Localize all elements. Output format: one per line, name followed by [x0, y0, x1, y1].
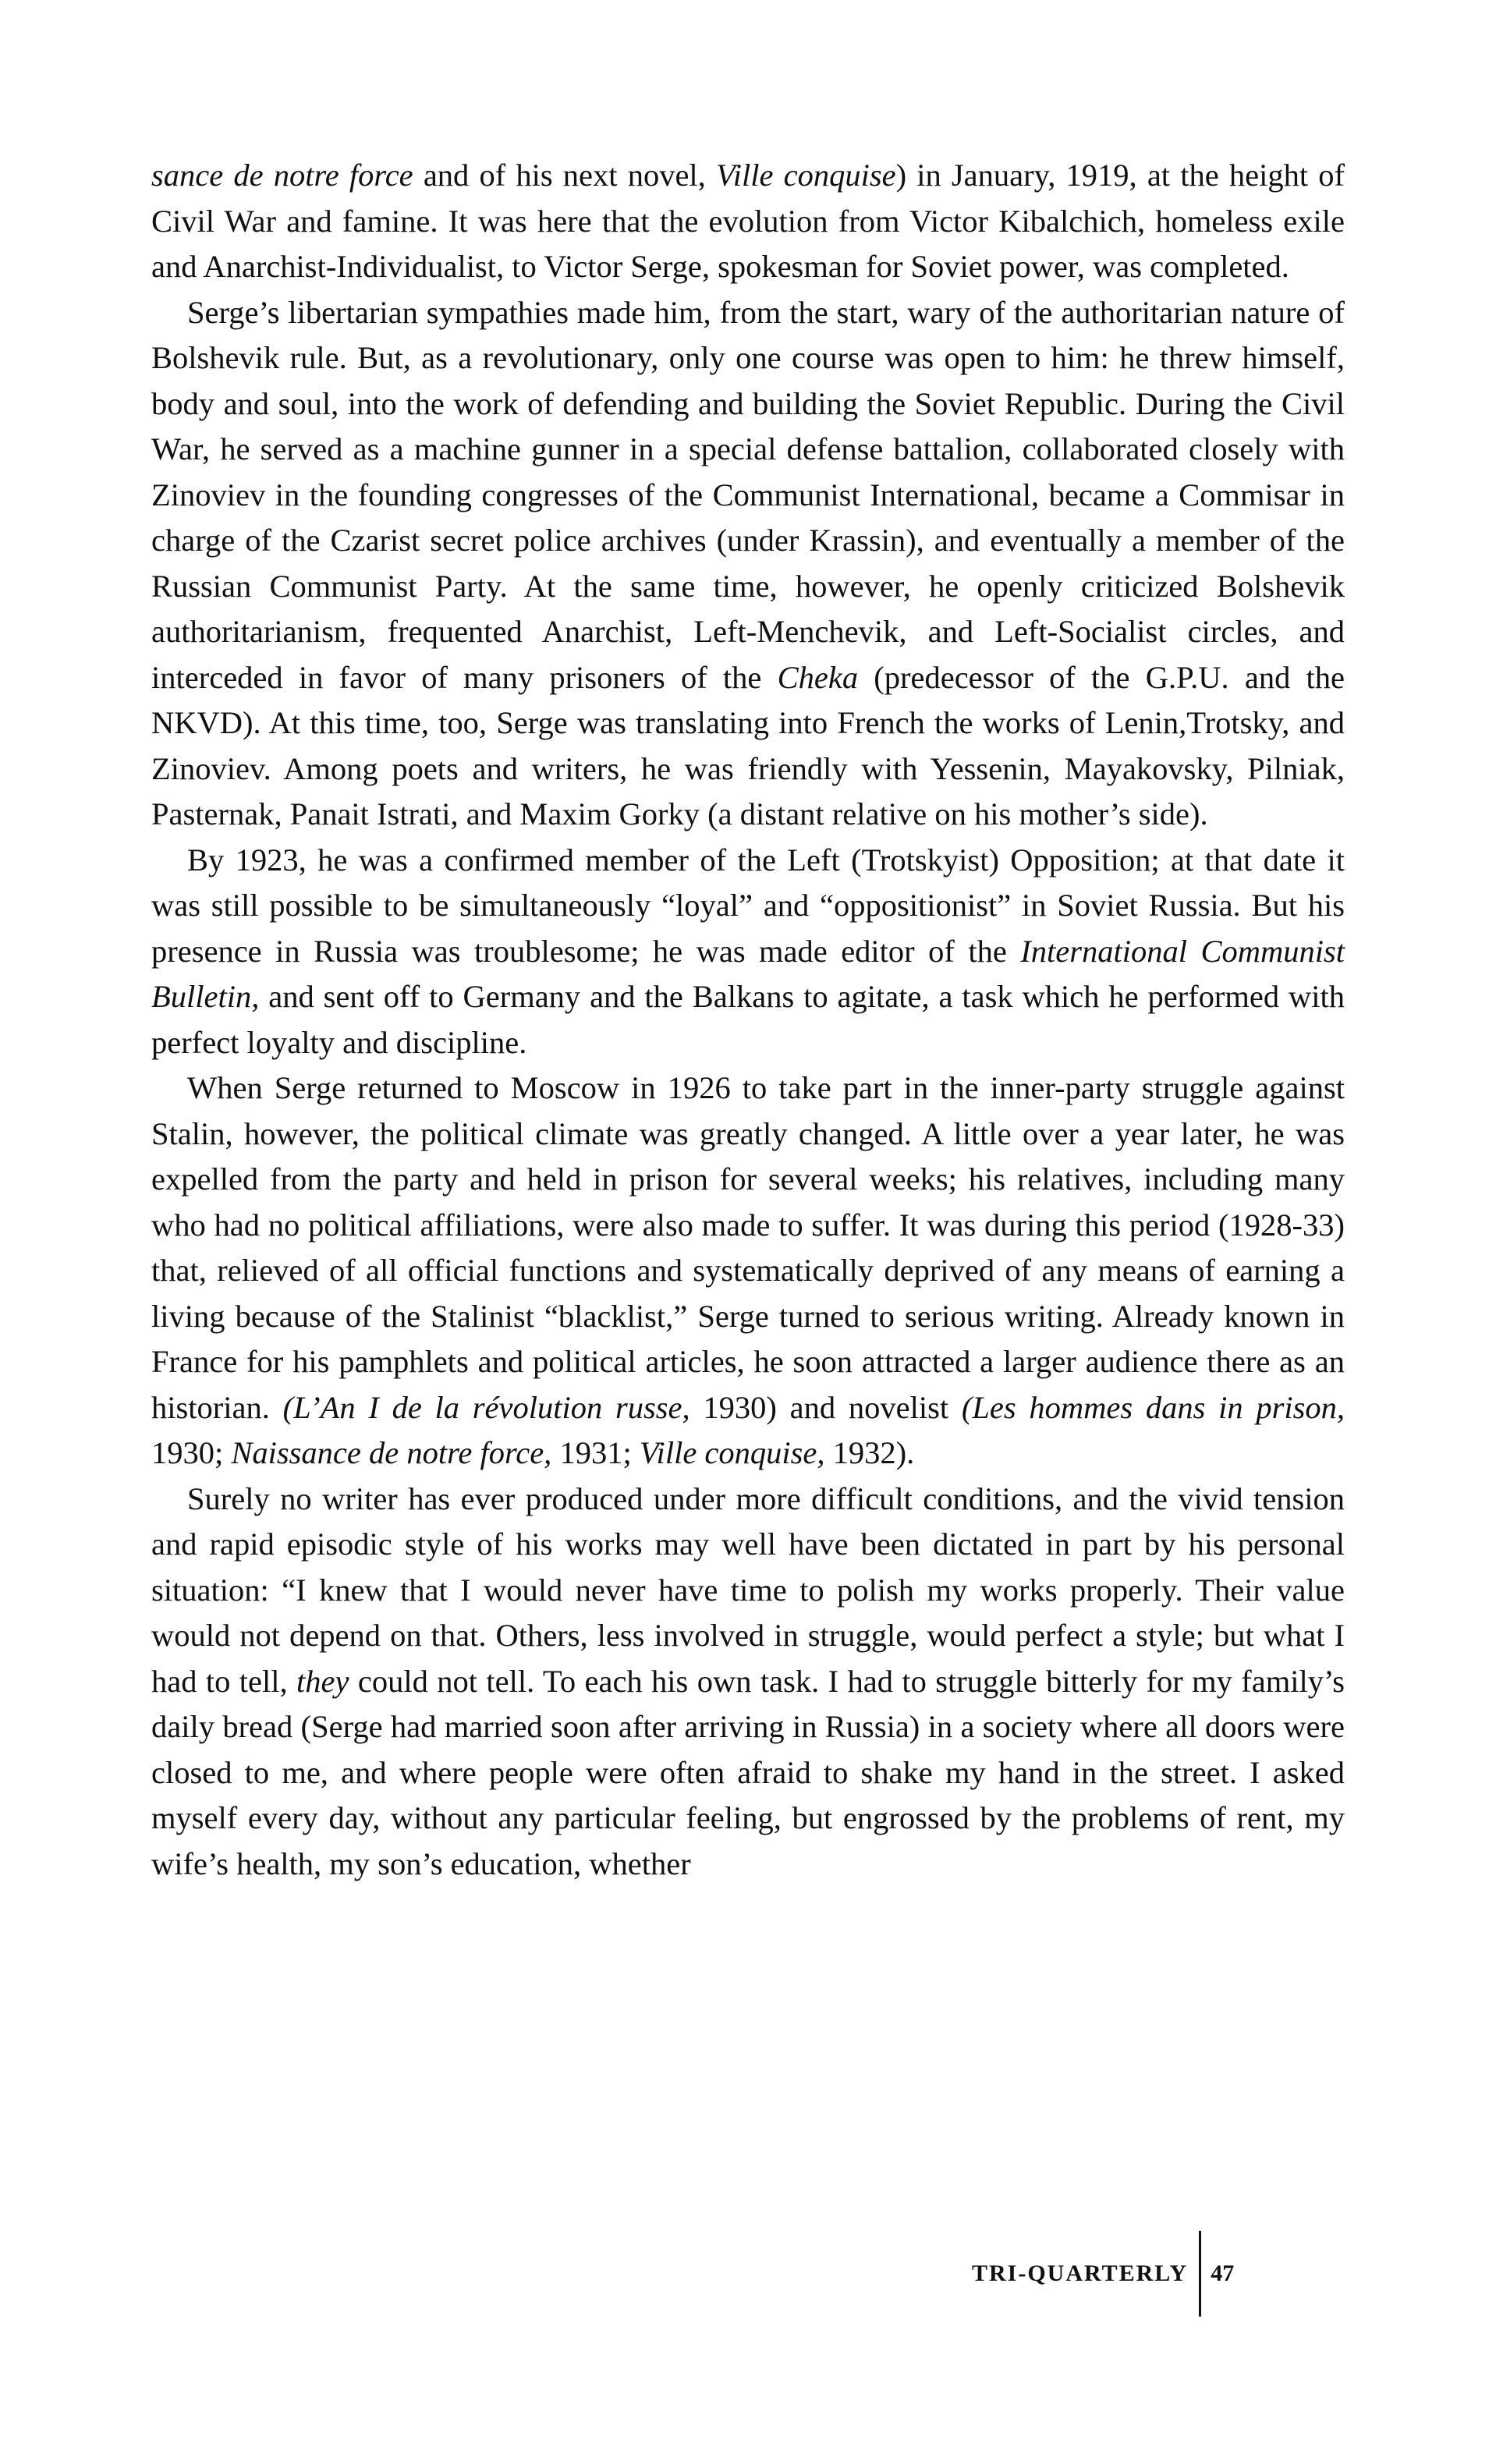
text-run: Ville conquise: [715, 158, 896, 193]
text-run: (predecessor of the G.P.U. and the NKVD). At this time, too, Serge was translating into French the works of Lenin,Trotsky, and Zinoviev. Among poets and writers, he was friendly with Yessenin, Mayakovsky, Pilniak, Pasternak, Panait Istrati, and Maxim Gorky (a distant relative on his mother’s side).: [151, 659, 1345, 831]
text-run: and sent off to Germany and the Balkans to agitate, a task which he performed with perfect loyalty and discipline.: [151, 979, 1345, 1060]
paragraph-1: [151, 153, 1345, 290]
text-run: (Les hommes dans in prison,: [961, 1389, 1345, 1425]
text-run: Ville conquise,: [639, 1435, 825, 1470]
text-run: 1932).: [824, 1435, 915, 1470]
paragraph-2: [151, 290, 1345, 838]
page-body: [151, 153, 1345, 1887]
text-run: and of his next novel,: [413, 158, 716, 193]
paragraph-3: [151, 838, 1345, 1066]
text-run: Serge’s libertarian sympathies made him, from the start, wary of the authoritarian nature of Bolshevik rule. But, as a revolutionary, only one course was open to him: he threw himself, body and soul, into the work of defending and building the Soviet Republic. During the Civil War, he served as a machine gunner in a special defense battalion, collaborated closely with Zinoviev in the founding congresses of the Communist International, became a Commisar in charge of the Czarist secret police archives (under Krassin), and eventually a member of the Russian Communist Party. At the same time, however, he openly criticized Bolshevik authoritarianism, frequented Anarchist, Left-Menchevik, and Left-Socialist circles, and interceded in favor of many prisoners of the: [151, 294, 1345, 695]
running-head: TRI-QUARTERLY: [972, 2260, 1189, 2286]
text-run: When Serge returned to Moscow in 1926 to take part in the inner-party struggle against Stalin, however, the political climate was greatly changed. A little over a year later, he was expelled from the party and held in prison for several weeks; his relatives, including many who had no political affiliations, were also made to suffer. It was during this period (1928-33) that, relieved of all official functions and systematically deprived of any means of earning a living because of the Stalinist “blacklist,” Serge turned to serious writing. Already known in France for his pamphlets and political articles, he soon attracted a larger audience there as an historian.: [151, 1070, 1345, 1425]
text-run: International Communist Bulletin,: [151, 933, 1345, 1014]
page-number: 47: [1211, 2260, 1235, 2286]
text-run: ) in January, 1919, at the height of Civil War and famine. It was here that the evolution from Victor Kibalchich, homeless exile and Anarchist-Individualist, to Victor Serge, spokesman for Soviet power, was completed.: [151, 158, 1345, 284]
text-run: By 1923, he was a confirmed member of the Left (Trotskyist) Opposition; at that date it was still possible to be simultaneously “loyal” and “oppositionist” in Soviet Russia. But his presence in Russia was troublesome; he was made editor of the: [151, 842, 1345, 969]
page-footer: [972, 2231, 1234, 2317]
text-run: 1930) and novelist: [690, 1389, 962, 1425]
text-run: Cheka: [777, 659, 859, 695]
paragraph-4: [151, 1065, 1345, 1477]
paragraph-5: [151, 1477, 1345, 1888]
text-run: 1931;: [551, 1435, 640, 1470]
text-run: Surely no writer has ever produced under more difficult conditions, and the vivid tension and rapid episodic style of his works may well have been dictated in part by his personal situation: “I knew that I would never have time to polish my works properly. Their value would not depend on that. Others, less involved in struggle, would perfect a style; but what I had to tell,: [151, 1480, 1345, 1699]
text-run: could not tell. To each his own task. I had to struggle bitterly for my family’s daily bread (Serge had married soon after arriving in Russia) in a society where all doors were closed to me, and where people were often afraid to shake my hand in the street. I asked myself every day, without any particular feeling, but engrossed by the problems of rent, my wife’s health, my son’s education, whether: [151, 1663, 1345, 1881]
text-run: sance de notre force: [151, 158, 413, 193]
text-run: they: [296, 1663, 349, 1699]
text-run: Naissance de notre force,: [231, 1435, 552, 1470]
text-run: (L’An I de la révolution russe,: [282, 1389, 690, 1425]
text-run: 1930;: [151, 1435, 232, 1470]
